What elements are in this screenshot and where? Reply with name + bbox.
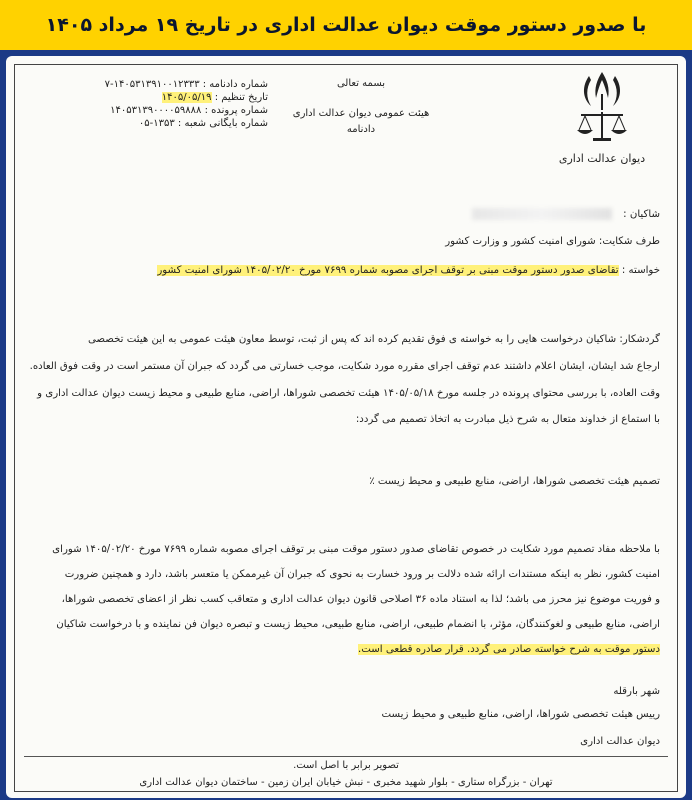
defendant-row: طرف شکایت: شورای امنیت کشور و وزارت کشور: [445, 236, 660, 247]
headline-banner: [0, 0, 692, 53]
decision-line-3: و فوریت موضوع نیز محرز می باشد؛ لذا به استناد ماده ۳۶ اصلاحی قانون دیوان عدالت اداری و متعاقب کسب نظر از اعضای تخصصی شوراها،: [61, 594, 660, 605]
page-border: [14, 64, 678, 792]
signature-city: شهر بارقله: [613, 686, 660, 697]
case-number: شماره پرونده : ۱۴۰۵۳۱۳۹۰۰۰۰۵۹۸۸۸: [110, 105, 268, 116]
archive-number: شماره بایگانی شعبه : ۱۳۵۳-۰۵: [138, 118, 268, 129]
request-label: خواسته :: [618, 265, 660, 276]
file-number: شماره دادنامه : ۱۴۰۵۳۱۳۹۱۰۰۱۲۳۳۳-۷: [104, 79, 268, 90]
date-value: ۱۴۰۵/۰۵/۱۹: [161, 92, 212, 103]
headline-title: با صدور دستور موقت دیوان عدالت اداری در تاریخ ۱۹ مرداد ۱۴۰۵: [45, 14, 647, 36]
request-text: تقاضای صدور دستور موقت مبنی بر توقف اجرای مصوبه شماره ۷۶۹۹ مورخ ۱۴۰۵/۰۲/۲۰ شورای امنیت کشور: [157, 265, 619, 276]
report-line-1: گردشکار: شاکیان درخواست هایی را به خواسته ی فوق تقدیم کرده اند که پس از ثبت، توسط معاون هیئت عمومی به این هیئت تخصصی: [87, 334, 660, 345]
court-name: دیوان عدالت اداری: [558, 152, 646, 165]
certified-copy: تصویر برابر با اصل است.: [293, 760, 399, 771]
decision-line-1: با ملاحظه مفاد تصمیم مورد شکایت در خصوص تقاضای صدور دستور موقت مبنی بر توقف اجرای مصوبه شماره ۷۶۹۹ مورخ ۱۴۰۵/۰۲/۲۰ شورای: [52, 544, 660, 555]
signature-role: رییس هیئت تخصصی شوراها، اراضی، منابع طبیعی و محیط زیست: [381, 709, 660, 720]
report-line-3: وقت العاده، با بررسی محتوای پرونده در جلسه مورخ ۱۴۰۵/۰۵/۱۸ هیئت تخصصی شوراها، اراضی، منابع طبیعی و محیط زیست دیوان عدالت اداری و: [37, 388, 660, 399]
decision-highlight: دستور موقت به شرح خواسته صادر می گردد. قرار صادره قطعی است.: [357, 644, 660, 655]
date-label: تاریخ تنظیم :: [214, 92, 268, 103]
decision-line-4: اراضی، منابع طبیعی و لغوکنندگان، مؤثر، با انضمام طبیعی، اراضی، منابع طبیعی، محیط زیست و تبصره دیوان فن نماینده و با درخواست شاکیان: [56, 619, 660, 630]
iran-emblem-icon: [567, 68, 637, 150]
court-address: تهران - بزرگراه ستاری - بلوار شهید مخبری - نبش خیابان ایران زمین - ساختمان دیوان عدالت اداری: [139, 777, 553, 788]
date-row: [28, 91, 268, 104]
plaintiffs-row: [472, 208, 660, 220]
plaintiffs-label: شاکیان :: [623, 209, 660, 220]
office-name: دادنامه: [346, 124, 376, 135]
report-line-2: ارجاع شد ایشان، ایشان اعلام داشتند عدم توقف اجرای مقرره مورد شکایت، موجب خسارتی می گردد که جبران آن مستمر است در وقت فوق العاده.: [29, 361, 660, 372]
decision-line-5: [358, 644, 660, 655]
bismillah: بسمه تعالی: [336, 78, 386, 89]
request-row: [157, 265, 660, 276]
board-name: هیئت عمومی دیوان عدالت اداری: [292, 108, 430, 119]
report-line-4: با استماع از خداوند متعال به شرح ذیل مبادرت به اتخاذ تصمیم می گردد:: [355, 414, 660, 425]
header-metadata: [28, 78, 268, 130]
document-page: [6, 56, 686, 798]
decision-heading: تصمیم هیئت تخصصی شوراها، اراضی، منابع طبیعی و محیط زیست ٪: [369, 476, 660, 487]
court-emblem-block: [542, 68, 662, 165]
signature-org: دیوان عدالت اداری: [580, 736, 660, 747]
decision-line-2: امنیت کشور، نظر به اینکه مستندات ارائه شده دلالت بر ورود خسارت به نحوی که جبران آن غیرممکن یا متعسر باشد، دارد و همچنین ضرورت: [64, 569, 660, 580]
footer-divider: [24, 756, 668, 757]
redacted-names: [472, 208, 612, 220]
header-center: [276, 74, 446, 136]
